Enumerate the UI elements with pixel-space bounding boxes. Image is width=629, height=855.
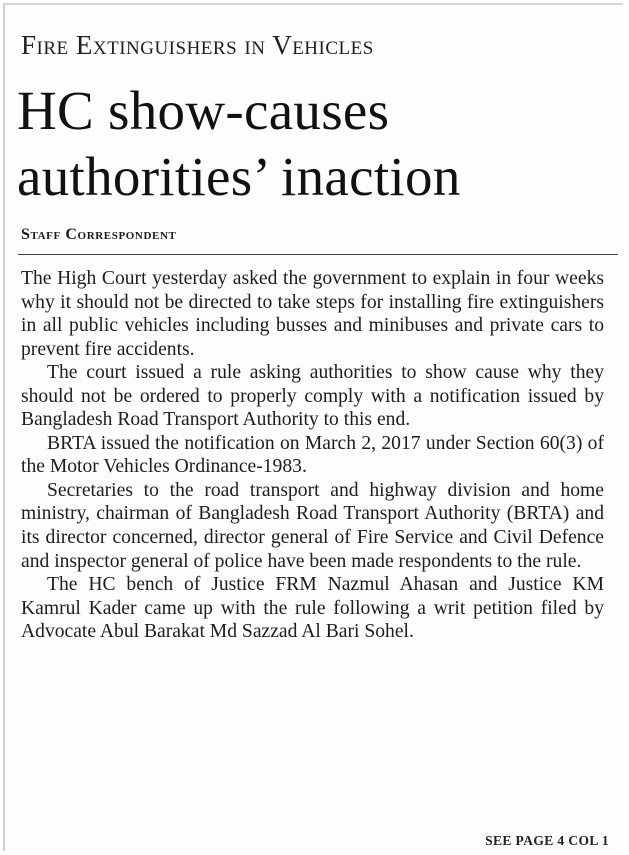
byline-divider	[18, 254, 618, 255]
article-paragraph: The HC bench of Justice FRM Nazmul Ahasan and Justice KM Kamrul Kader came up with the rule following a writ petition filed by Advocate Abul Barakat Md Sazzad Al Bari Sohel.	[21, 574, 604, 643]
article-kicker: Fire Extinguishers in Vehicles	[21, 30, 374, 60]
article-byline: Staff Correspondent	[21, 226, 177, 243]
article-paragraph: BRTA issued the notification on March 2, 2017 under Section 60(3) of the Motor Vehicles Ordinance-1983.	[21, 432, 604, 478]
continuation-jump-line: SEE PAGE 4 COL 1	[485, 833, 609, 848]
article-paragraph: The High Court yesterday asked the government to explain in four weeks why it should not be directed to take steps for installing fire extinguishers in all public vehicles including busses and minibuses and private cars to prevent fire accidents.	[21, 268, 604, 360]
article-headline: HC show-causes authorities’ inaction	[17, 80, 461, 207]
article-paragraph: Secretaries to the road transport and highway division and home ministry, chairman of Bangladesh Road Transport Authority (BRTA) and its director concerned, director general of Fire Service and Civil Defence and inspector general of police have been made respondents to the rule.	[21, 479, 604, 572]
article-body	[21, 267, 604, 644]
article-paragraph: The court issued a rule asking authorities to show cause why they should not be ordered to properly comply with a notification issued by Bangladesh Road Transport Authority to this end.	[21, 362, 604, 431]
